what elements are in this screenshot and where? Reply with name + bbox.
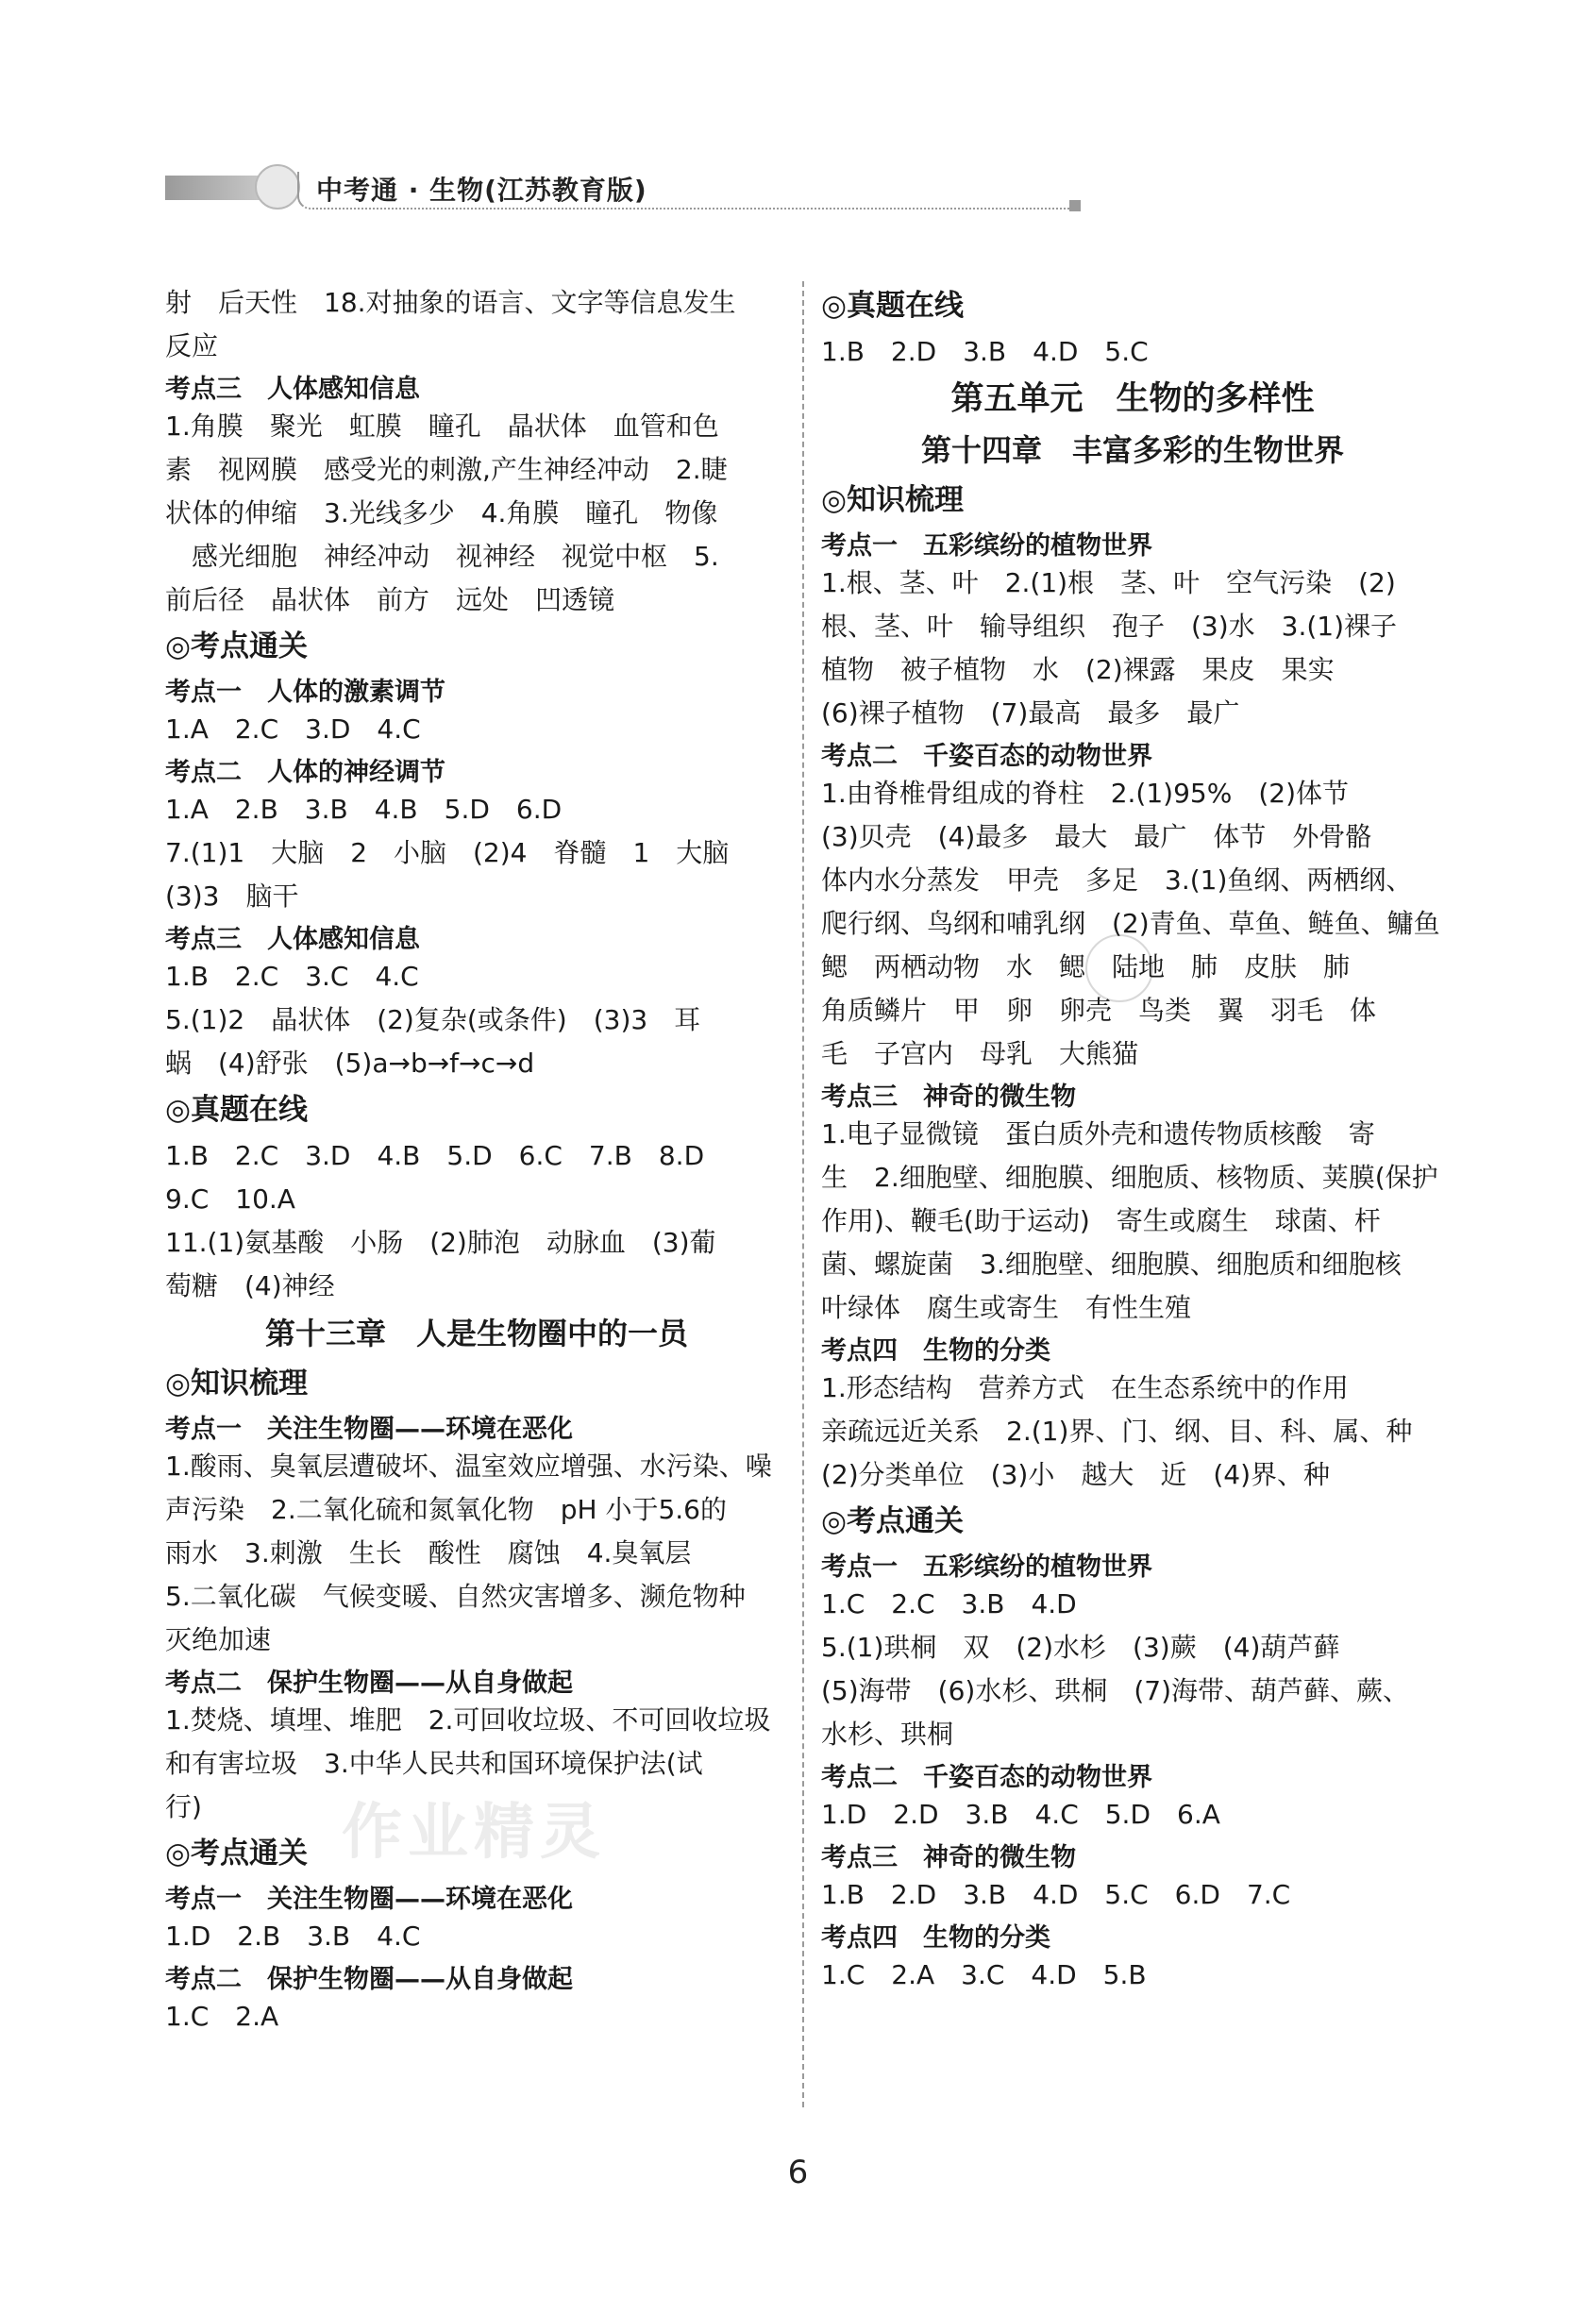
answer-line: 射 后天性 18.对抽象的语言、文字等信息发生 xyxy=(165,287,736,318)
kaodian-heading: 考点一 关注生物圈——环境在恶化 xyxy=(165,1415,573,1444)
answer-line: (2)分类单位 (3)小 越大 近 (4)界、种 xyxy=(821,1459,1330,1490)
answer-line: 体内水分蒸发 甲壳 多足 3.(1)鱼纲、两栖纲、 xyxy=(821,864,1413,896)
answer-line: 亲疏远近关系 2.(1)界、门、纲、目、科、属、种 xyxy=(821,1416,1413,1447)
answer-line: 5.二氧化碳 气候变暖、自然灾害增多、濒危物种 xyxy=(165,1581,746,1612)
kaodian-heading: 考点一 人体的激素调节 xyxy=(165,678,445,707)
answer-line: 1.B 2.D 3.B 4.D 5.C 6.D 7.C xyxy=(821,1879,1291,1910)
answer-line: 雨水 3.刺激 生长 酸性 腐蚀 4.臭氧层 xyxy=(165,1537,692,1568)
answer-line: 灭绝加速 xyxy=(165,1624,272,1655)
answer-line: 蜗 (4)舒张 (5)a→b→f→c→d xyxy=(165,1048,535,1079)
kaodian-heading: 考点四 生物的分类 xyxy=(821,1336,1050,1366)
kaodian-heading: 考点三 神奇的微生物 xyxy=(821,1082,1076,1112)
answer-line: 1.酸雨、臭氧层遭破坏、温室效应增强、水污染、噪 xyxy=(165,1451,772,1482)
answer-line: 1.A 2.B 3.B 4.B 5.D 6.D xyxy=(165,794,563,825)
answer-line: 反应 xyxy=(165,330,219,361)
answer-line: 爬行纲、鸟纲和哺乳纲 (2)青鱼、草鱼、鲢鱼、鳙鱼 xyxy=(821,908,1440,939)
answer-line: 鳃 两栖动物 水 鳃 陆地 肺 皮肤 肺 xyxy=(821,951,1351,982)
section-heading: ◎考点通关 xyxy=(165,629,309,663)
answer-line: 角质鳞片 甲 卵 卵壳 鸟类 翼 羽毛 体 xyxy=(821,995,1377,1026)
page-number: 6 xyxy=(787,2154,809,2191)
answer-line: 感光细胞 神经冲动 视神经 视觉中枢 5. xyxy=(165,541,719,572)
column-divider xyxy=(802,281,804,2107)
answer-line: 菌、螺旋菌 3.细胞壁、细胞膜、细胞质和细胞核 xyxy=(821,1249,1402,1280)
answer-line: 根、茎、叶 输导组织 孢子 (3)水 3.(1)裸子 xyxy=(821,611,1398,642)
answer-line: 5.(1)2 晶状体 (2)复杂(或条件) (3)3 耳 xyxy=(165,1004,701,1035)
answer-line: 声污染 2.二氧化硫和氮氧化物 pH 小于5.6的 xyxy=(165,1494,727,1525)
answer-line: (6)裸子植物 (7)最高 最多 最广 xyxy=(821,697,1240,729)
answer-line: 1.根、茎、叶 2.(1)根 茎、叶 空气污染 (2) xyxy=(821,567,1396,598)
kaodian-heading: 考点三 人体感知信息 xyxy=(165,375,420,404)
answer-line: 和有害垃圾 3.中华人民共和国环境保护法(试 xyxy=(165,1748,703,1779)
answer-line: (3)3 脑干 xyxy=(165,881,299,912)
left-column xyxy=(165,281,788,2038)
answer-line: 行) xyxy=(165,1791,202,1822)
header-end-square-icon xyxy=(1069,200,1081,211)
answer-line: 1.B 2.C 3.C 4.C xyxy=(165,961,419,992)
answer-line: 植物 被子植物 水 (2)裸露 果皮 果实 xyxy=(821,654,1335,685)
answer-line: 毛 子宫内 母乳 大熊猫 xyxy=(821,1038,1139,1069)
kaodian-heading: 考点一 关注生物圈——环境在恶化 xyxy=(165,1885,573,1914)
section-heading: ◎真题在线 xyxy=(165,1093,309,1127)
answer-line: 1.B 2.D 3.B 4.D 5.C xyxy=(821,336,1149,367)
answer-line: 1.D 2.B 3.B 4.C xyxy=(165,1921,421,1952)
watermark: 作业精灵 xyxy=(342,1798,606,1868)
answer-line: 状体的伸缩 3.光线多少 4.角膜 瞳孔 物像 xyxy=(165,497,718,528)
answer-line: 1.C 2.A xyxy=(165,2001,279,2032)
answer-line: 1.A 2.C 3.D 4.C xyxy=(165,713,421,745)
answer-line: 1.B 2.C 3.D 4.B 5.D 6.C 7.B 8.D xyxy=(165,1140,705,1171)
answer-line: 1.形态结构 营养方式 在生态系统中的作用 xyxy=(821,1372,1349,1403)
answer-line: 1.由脊椎骨组成的脊柱 2.(1)95% (2)体节 xyxy=(821,778,1349,809)
answer-line: 生 2.细胞壁、细胞膜、细胞质、核物质、荚膜(保护 xyxy=(821,1162,1438,1193)
chapter-title: 第十三章 人是生物圈中的一员 xyxy=(264,1316,688,1351)
section-heading: ◎知识梳理 xyxy=(165,1367,309,1401)
page-header xyxy=(165,160,1081,217)
answer-line: 1.C 2.C 3.B 4.D xyxy=(821,1588,1077,1619)
kaodian-heading: 考点三 人体感知信息 xyxy=(165,925,420,954)
kaodian-heading: 考点三 神奇的微生物 xyxy=(821,1843,1076,1872)
answer-line: 叶绿体 腐生或寄生 有性生殖 xyxy=(821,1292,1192,1323)
answer-line: 1.电子显微镜 蛋白质外壳和遗传物质核酸 寄 xyxy=(821,1118,1375,1149)
answer-line: 11.(1)氨基酸 小肠 (2)肺泡 动脉血 (3)葡 xyxy=(165,1227,716,1258)
answer-line: 9.C 10.A xyxy=(165,1183,295,1215)
answer-line: 素 视网膜 感受光的刺激,产生神经冲动 2.睫 xyxy=(165,454,728,485)
right-column xyxy=(821,281,1444,1997)
section-heading: ◎知识梳理 xyxy=(821,483,965,517)
answer-line: 1.D 2.D 3.B 4.C 5.D 6.A xyxy=(821,1799,1220,1830)
chapter-title: 第十四章 丰富多彩的生物世界 xyxy=(920,432,1344,468)
header-title: 中考通 · 生物(江苏教育版) xyxy=(316,175,647,206)
answer-line: 5.(1)珙桐 双 (2)水杉 (3)蕨 (4)葫芦藓 xyxy=(821,1632,1340,1663)
kaodian-heading: 考点四 生物的分类 xyxy=(821,1923,1050,1953)
section-heading: ◎考点通关 xyxy=(165,1837,309,1870)
answer-line: 7.(1)1 大脑 2 小脑 (2)4 脊髓 1 大脑 xyxy=(165,837,730,868)
kaodian-heading: 考点一 五彩缤纷的植物世界 xyxy=(821,531,1152,561)
answer-line: (3)贝壳 (4)最多 最大 最广 体节 外骨骼 xyxy=(821,821,1372,852)
kaodian-heading: 考点二 保护生物圈——从自身做起 xyxy=(165,1965,573,1994)
kaodian-heading: 考点一 五彩缤纷的植物世界 xyxy=(821,1552,1152,1582)
kaodian-heading: 考点二 人体的神经调节 xyxy=(165,758,445,787)
unit-title: 第五单元 生物的多样性 xyxy=(950,380,1315,418)
answer-line: 1.C 2.A 3.C 4.D 5.B xyxy=(821,1959,1147,1990)
kaodian-heading: 考点二 千姿百态的动物世界 xyxy=(821,742,1152,771)
kaodian-heading: 考点二 保护生物圈——从自身做起 xyxy=(165,1669,573,1698)
kaodian-heading: 考点二 千姿百态的动物世界 xyxy=(821,1763,1152,1792)
answer-line: 1.角膜 聚光 虹膜 瞳孔 晶状体 血管和色 xyxy=(165,411,719,442)
answer-line: 萄糖 (4)神经 xyxy=(165,1270,335,1301)
header-decor-circle-icon xyxy=(255,164,300,210)
answer-line: 前后径 晶状体 前方 远处 凹透镜 xyxy=(165,584,615,615)
answer-line: (5)海带 (6)水杉、珙桐 (7)海带、葫芦藓、蕨、 xyxy=(821,1675,1409,1706)
answer-line: 水杉、珙桐 xyxy=(821,1719,954,1750)
answer-line: 作用)、鞭毛(助于运动) 寄生或腐生 球菌、杆 xyxy=(821,1205,1381,1236)
section-heading: ◎真题在线 xyxy=(821,289,965,323)
section-heading: ◎考点通关 xyxy=(821,1504,965,1538)
answer-line: 1.焚烧、填埋、堆肥 2.可回收垃圾、不可回收垃圾 xyxy=(165,1704,771,1736)
